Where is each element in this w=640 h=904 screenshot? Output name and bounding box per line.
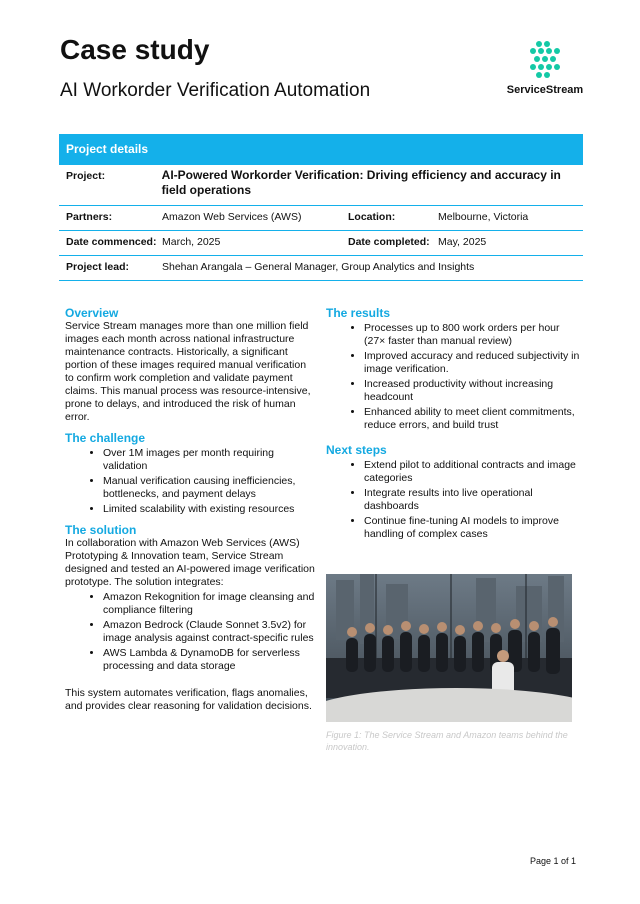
solution-list — [65, 591, 315, 673]
overview-heading: Overview — [65, 306, 119, 320]
figure-caption: Figure 1: The Service Stream and Amazon teams behind the innovation. — [326, 730, 568, 752]
challenge-heading: The challenge — [65, 431, 146, 445]
results-list — [326, 322, 582, 432]
list-item: • Integrate results into live operational dashboards — [364, 487, 582, 513]
location-value: Melbourne, Victoria — [438, 211, 529, 223]
list-item: • Increased productivity without increasing headcount — [364, 378, 582, 404]
commenced-value: March, 2025 — [162, 236, 221, 248]
project-row — [59, 164, 583, 206]
left-column — [65, 307, 315, 721]
list-item: • Improved accuracy and reduced subjectivity in image verification. — [364, 350, 582, 376]
challenge-list — [65, 447, 315, 516]
brand-logo — [500, 40, 590, 96]
list-item: • Continue fine-tuning AI models to improve handling of complex cases — [364, 515, 582, 541]
list-item: • Extend pilot to additional contracts and image categories — [364, 459, 582, 485]
project-value: AI-Powered Workorder Verification: Driving efficiency and accuracy in field operations — [161, 168, 561, 197]
list-item: • Over 1M images per month requiring validation — [103, 447, 315, 473]
page-number: Page 1 of 1 — [530, 856, 577, 866]
partners-row — [59, 206, 583, 231]
list-item: • Limited scalability with existing resources — [103, 503, 315, 516]
location-label: Location: — [348, 211, 396, 223]
dates-row — [59, 231, 583, 256]
project-details-table — [59, 134, 583, 281]
challenge-section — [65, 432, 315, 516]
page-subtitle: AI Workorder Verification Automation — [60, 80, 371, 101]
list-item: • Amazon Rekognition for image cleansing and compliance filtering — [103, 591, 315, 617]
partners-value: Amazon Web Services (AWS) — [162, 211, 302, 223]
right-column — [326, 307, 582, 549]
solution-section — [65, 524, 315, 713]
solution-intro: In collaboration with Amazon Web Services (AWS) Prototyping & Innovation team, Service Stream designed and tested an AI-powered image verification prototype. The solution integrates: — [65, 537, 315, 588]
brand-name: ServiceStream — [506, 84, 584, 96]
list-item: • Processes up to 800 work orders per hour (27× faster than manual review) — [364, 322, 582, 348]
completed-value: May, 2025 — [438, 236, 487, 248]
list-item: • Enhanced ability to meet client commitments, reduce errors, and build trust — [364, 406, 582, 432]
team-photo — [326, 574, 572, 722]
service-stream-logo-icon — [525, 40, 565, 80]
results-heading: The results — [326, 306, 391, 320]
page-title: Case study — [60, 34, 210, 65]
partners-label: Partners: — [66, 211, 113, 223]
next-steps-heading: Next steps — [326, 443, 387, 457]
list-item: • Manual verification causing inefficiencies, bottlenecks, and payment delays — [103, 475, 315, 501]
solution-outro: This system automates verification, flags anomalies, and provides clear reasoning for validation decisions. — [65, 687, 312, 712]
overview-text: Service Stream manages more than one million field images each month across national infrastructure maintenance contracts. Historically, a significant portion of these images required manual verification to confirm work completion and validate payment claims. This manual process was resource-intensive, prone to delays, and introduced the risk of human error. — [65, 320, 311, 423]
lead-row — [59, 256, 583, 281]
next-steps-list — [326, 459, 582, 541]
project-label: Project: — [66, 170, 106, 182]
lead-label: Project lead: — [66, 261, 130, 273]
project-details-heading: Project details — [59, 134, 583, 164]
list-item: • AWS Lambda & DynamoDB for serverless processing and data storage — [103, 647, 315, 673]
overview-section — [65, 307, 315, 424]
commenced-label: Date commenced: — [66, 236, 157, 248]
results-section — [326, 307, 582, 432]
next-steps-section — [326, 444, 582, 541]
completed-label: Date completed: — [348, 236, 430, 248]
lead-value: Shehan Arangala – General Manager, Group Analytics and Insights — [162, 261, 475, 273]
list-item: • Amazon Bedrock (Claude Sonnet 3.5v2) for image analysis against contract-specific rules — [103, 619, 315, 645]
solution-heading: The solution — [65, 523, 137, 537]
